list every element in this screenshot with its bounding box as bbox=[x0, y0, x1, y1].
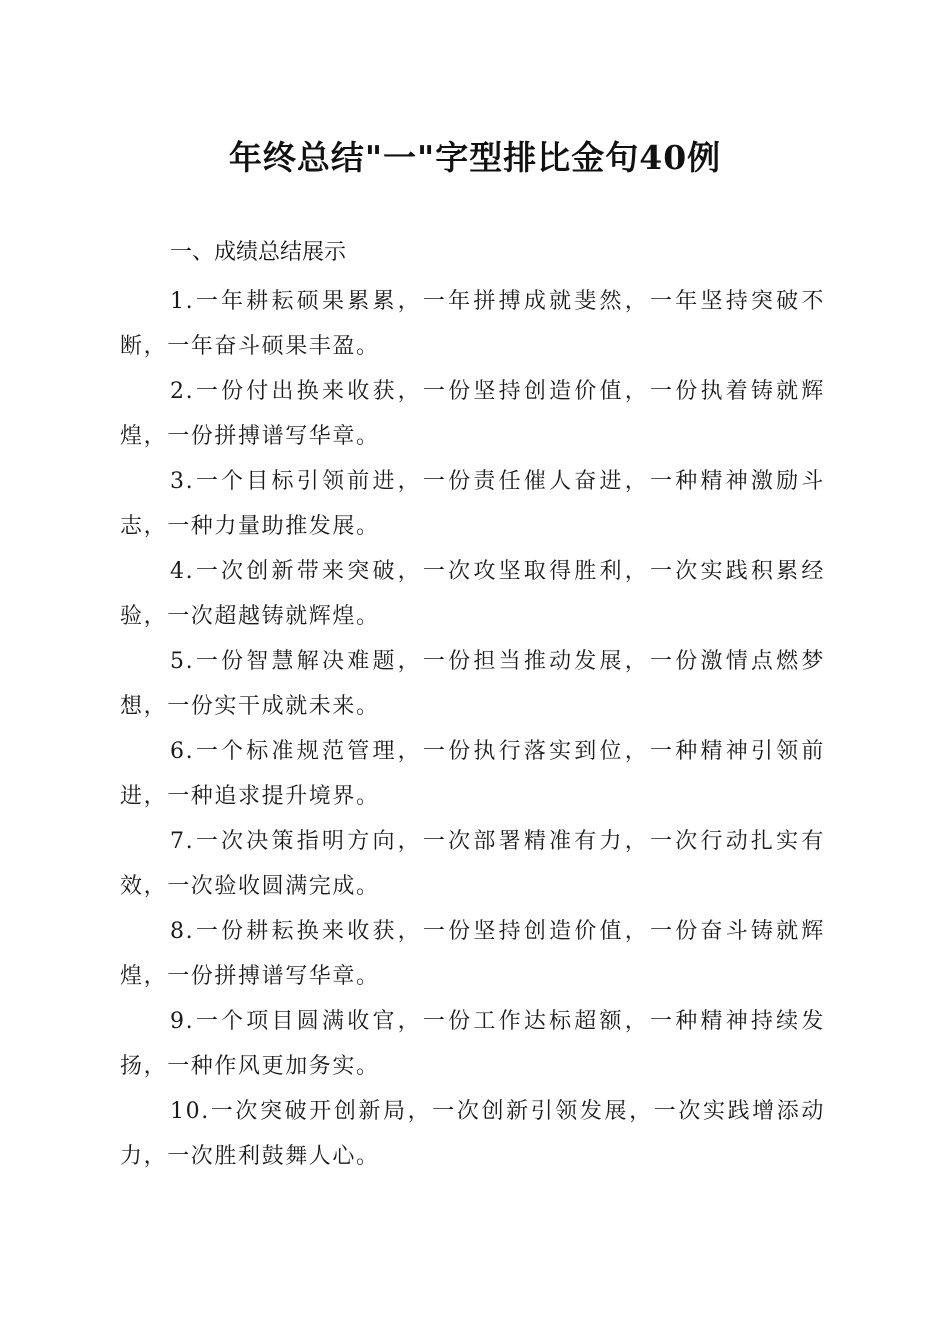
section-heading: 一、成绩总结展示 bbox=[170, 240, 347, 265]
document-title: 年终总结"一"字型排比金句40例 bbox=[228, 138, 722, 177]
list-item: 10.一次突破开创新局，一次创新引领发展，一次实践增添动力，一次胜利鼓舞人心。 bbox=[120, 1099, 825, 1169]
list-item: 4.一次创新带来突破，一次攻坚取得胜利，一次实践积累经验，一次超越铸就辉煌。 bbox=[120, 559, 825, 629]
list-item: 8.一份耕耘换来收获，一份坚持创造价值，一份奋斗铸就辉煌，一份拼搏谱写华章。 bbox=[120, 919, 825, 989]
list-item: 1.一年耕耘硕果累累，一年拼搏成就斐然，一年坚持突破不断，一年奋斗硕果丰盈。 bbox=[120, 289, 825, 359]
list-item: 7.一次决策指明方向，一次部署精准有力，一次行动扎实有效，一次验收圆满完成。 bbox=[120, 829, 825, 899]
list-item: 5.一份智慧解决难题，一份担当推动发展，一份激情点燃梦想，一份实干成就未来。 bbox=[120, 649, 825, 719]
list-item: 2.一份付出换来收获，一份坚持创造价值，一份执着铸就辉煌，一份拼搏谱写华章。 bbox=[120, 379, 825, 449]
sentence-list bbox=[120, 279, 825, 1179]
list-item: 9.一个项目圆满收官，一份工作达标超额，一种精神持续发扬，一种作风更加务实。 bbox=[120, 1009, 825, 1079]
list-item: 3.一个目标引领前进，一份责任催人奋进，一种精神激励斗志，一种力量助推发展。 bbox=[120, 469, 825, 539]
list-item: 6.一个标准规范管理，一份执行落实到位，一种精神引领前进，一种追求提升境界。 bbox=[120, 739, 825, 809]
